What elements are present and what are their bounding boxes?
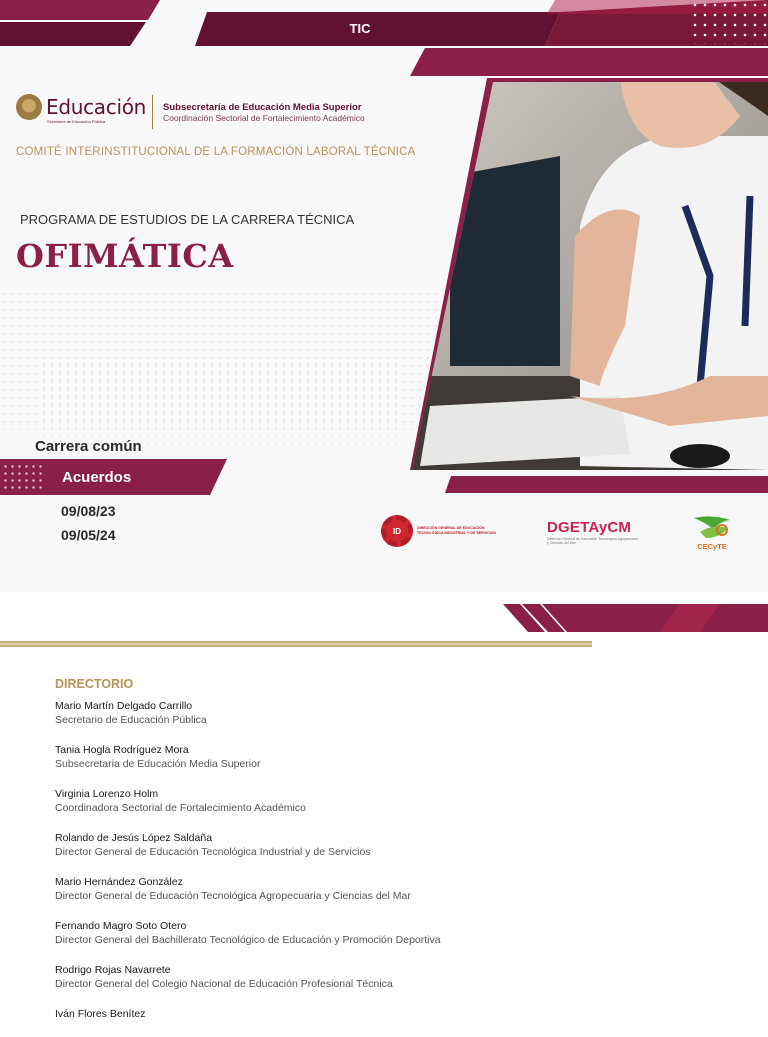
hero-photo <box>410 76 768 470</box>
subsecretaria-label: Subsecretaría de Educación Media Superior <box>163 102 362 113</box>
directory-entry <box>55 787 441 815</box>
directory-entry <box>55 875 441 903</box>
emblem-icon <box>16 94 42 120</box>
educacion-wordmark: Educación <box>46 95 147 119</box>
entry-name: Rodrigo Rojas Navarrete <box>55 964 171 976</box>
directory-entry <box>55 963 441 991</box>
educacion-subtitle: Secretaría de Educación Pública <box>47 119 106 124</box>
top-left-banner-shape <box>0 0 200 48</box>
dgetaycm-logo-subtitle: Dirección General de Educación Tecnológica Agropecuaria y Ciencias del Mar <box>547 537 639 546</box>
directory-entry <box>55 1007 441 1021</box>
agreements-label: Acuerdos <box>62 469 132 486</box>
directory <box>55 677 441 1037</box>
sep-logo <box>16 94 147 124</box>
entry-name: Mario Hernández González <box>55 876 183 888</box>
dot-pattern <box>40 360 400 450</box>
directory-entry <box>55 919 441 947</box>
entry-name: Fernando Magro Soto Otero <box>55 920 187 932</box>
dgeti-logo-text: DIRECCIÓN GENERAL DE EDUCACIÓN TECNOLÓGICA INDUSTRIAL Y DE SERVICIOS <box>417 526 496 535</box>
directory-title: DIRECTORIO <box>55 677 134 691</box>
lower-banner-shape <box>445 476 768 494</box>
entry-role: Director General del Colegio Nacional de Educación Profesional Técnica <box>55 978 393 990</box>
program-label: PROGRAMA DE ESTUDIOS DE LA CARRERA TÉCNICA <box>20 212 355 227</box>
directory-entry <box>55 831 441 859</box>
entry-role: Secretario de Educación Pública <box>55 714 207 726</box>
cecyte-logo-icon <box>692 514 732 540</box>
entry-name: Virginia Lorenzo Holm <box>55 788 159 800</box>
entry-role: Director General de Educación Tecnológica Industrial y de Servicios <box>55 846 371 858</box>
agreement-date: 09/05/24 <box>61 527 116 543</box>
gear-icon: ID <box>381 515 413 547</box>
top-banner-shape <box>195 0 768 76</box>
logo-divider <box>152 95 153 129</box>
career-title: OFIMÁTICA <box>16 237 234 275</box>
page-divider-graphic <box>0 600 768 650</box>
entry-role: Coordinadora Sectorial de Fortalecimiento Académico <box>55 802 306 814</box>
entry-name: Tania Hogla Rodríguez Mora <box>55 744 189 756</box>
acuerdos-dots <box>2 463 46 493</box>
banner-dots <box>690 0 768 44</box>
agreement-date: 09/08/23 <box>61 503 116 519</box>
directory-entry <box>55 743 441 771</box>
entry-role: Subsecretaria de Educación Media Superior <box>55 758 261 770</box>
dgeti-logo <box>381 515 509 547</box>
entry-role: Director General del Bachillerato Tecnológico de Educación y Promoción Deportiva <box>55 934 441 946</box>
directory-entry <box>55 699 441 727</box>
entry-name: Iván Flores Benítez <box>55 1008 146 1020</box>
dgetaycm-logo: DGETAyCM <box>547 519 632 536</box>
entry-name: Mario Martín Delgado Carrillo <box>55 700 193 712</box>
coordinacion-label: Coordinación Sectorial de Fortalecimiento Académico <box>163 113 365 123</box>
entry-role: Director General de Educación Tecnológica Agropecuaria y Ciencias del Mar <box>55 890 411 902</box>
career-type: Carrera común <box>35 438 142 455</box>
committee-title: COMITÉ INTERINSTITUCIONAL DE LA FORMACIÓN LABORAL TÉCNICA <box>16 146 416 158</box>
program-area-label: TIC <box>349 21 371 36</box>
entry-name: Rolando de Jesús López Saldaña <box>55 832 213 844</box>
cecyte-logo-text: CECyTE <box>697 542 727 551</box>
